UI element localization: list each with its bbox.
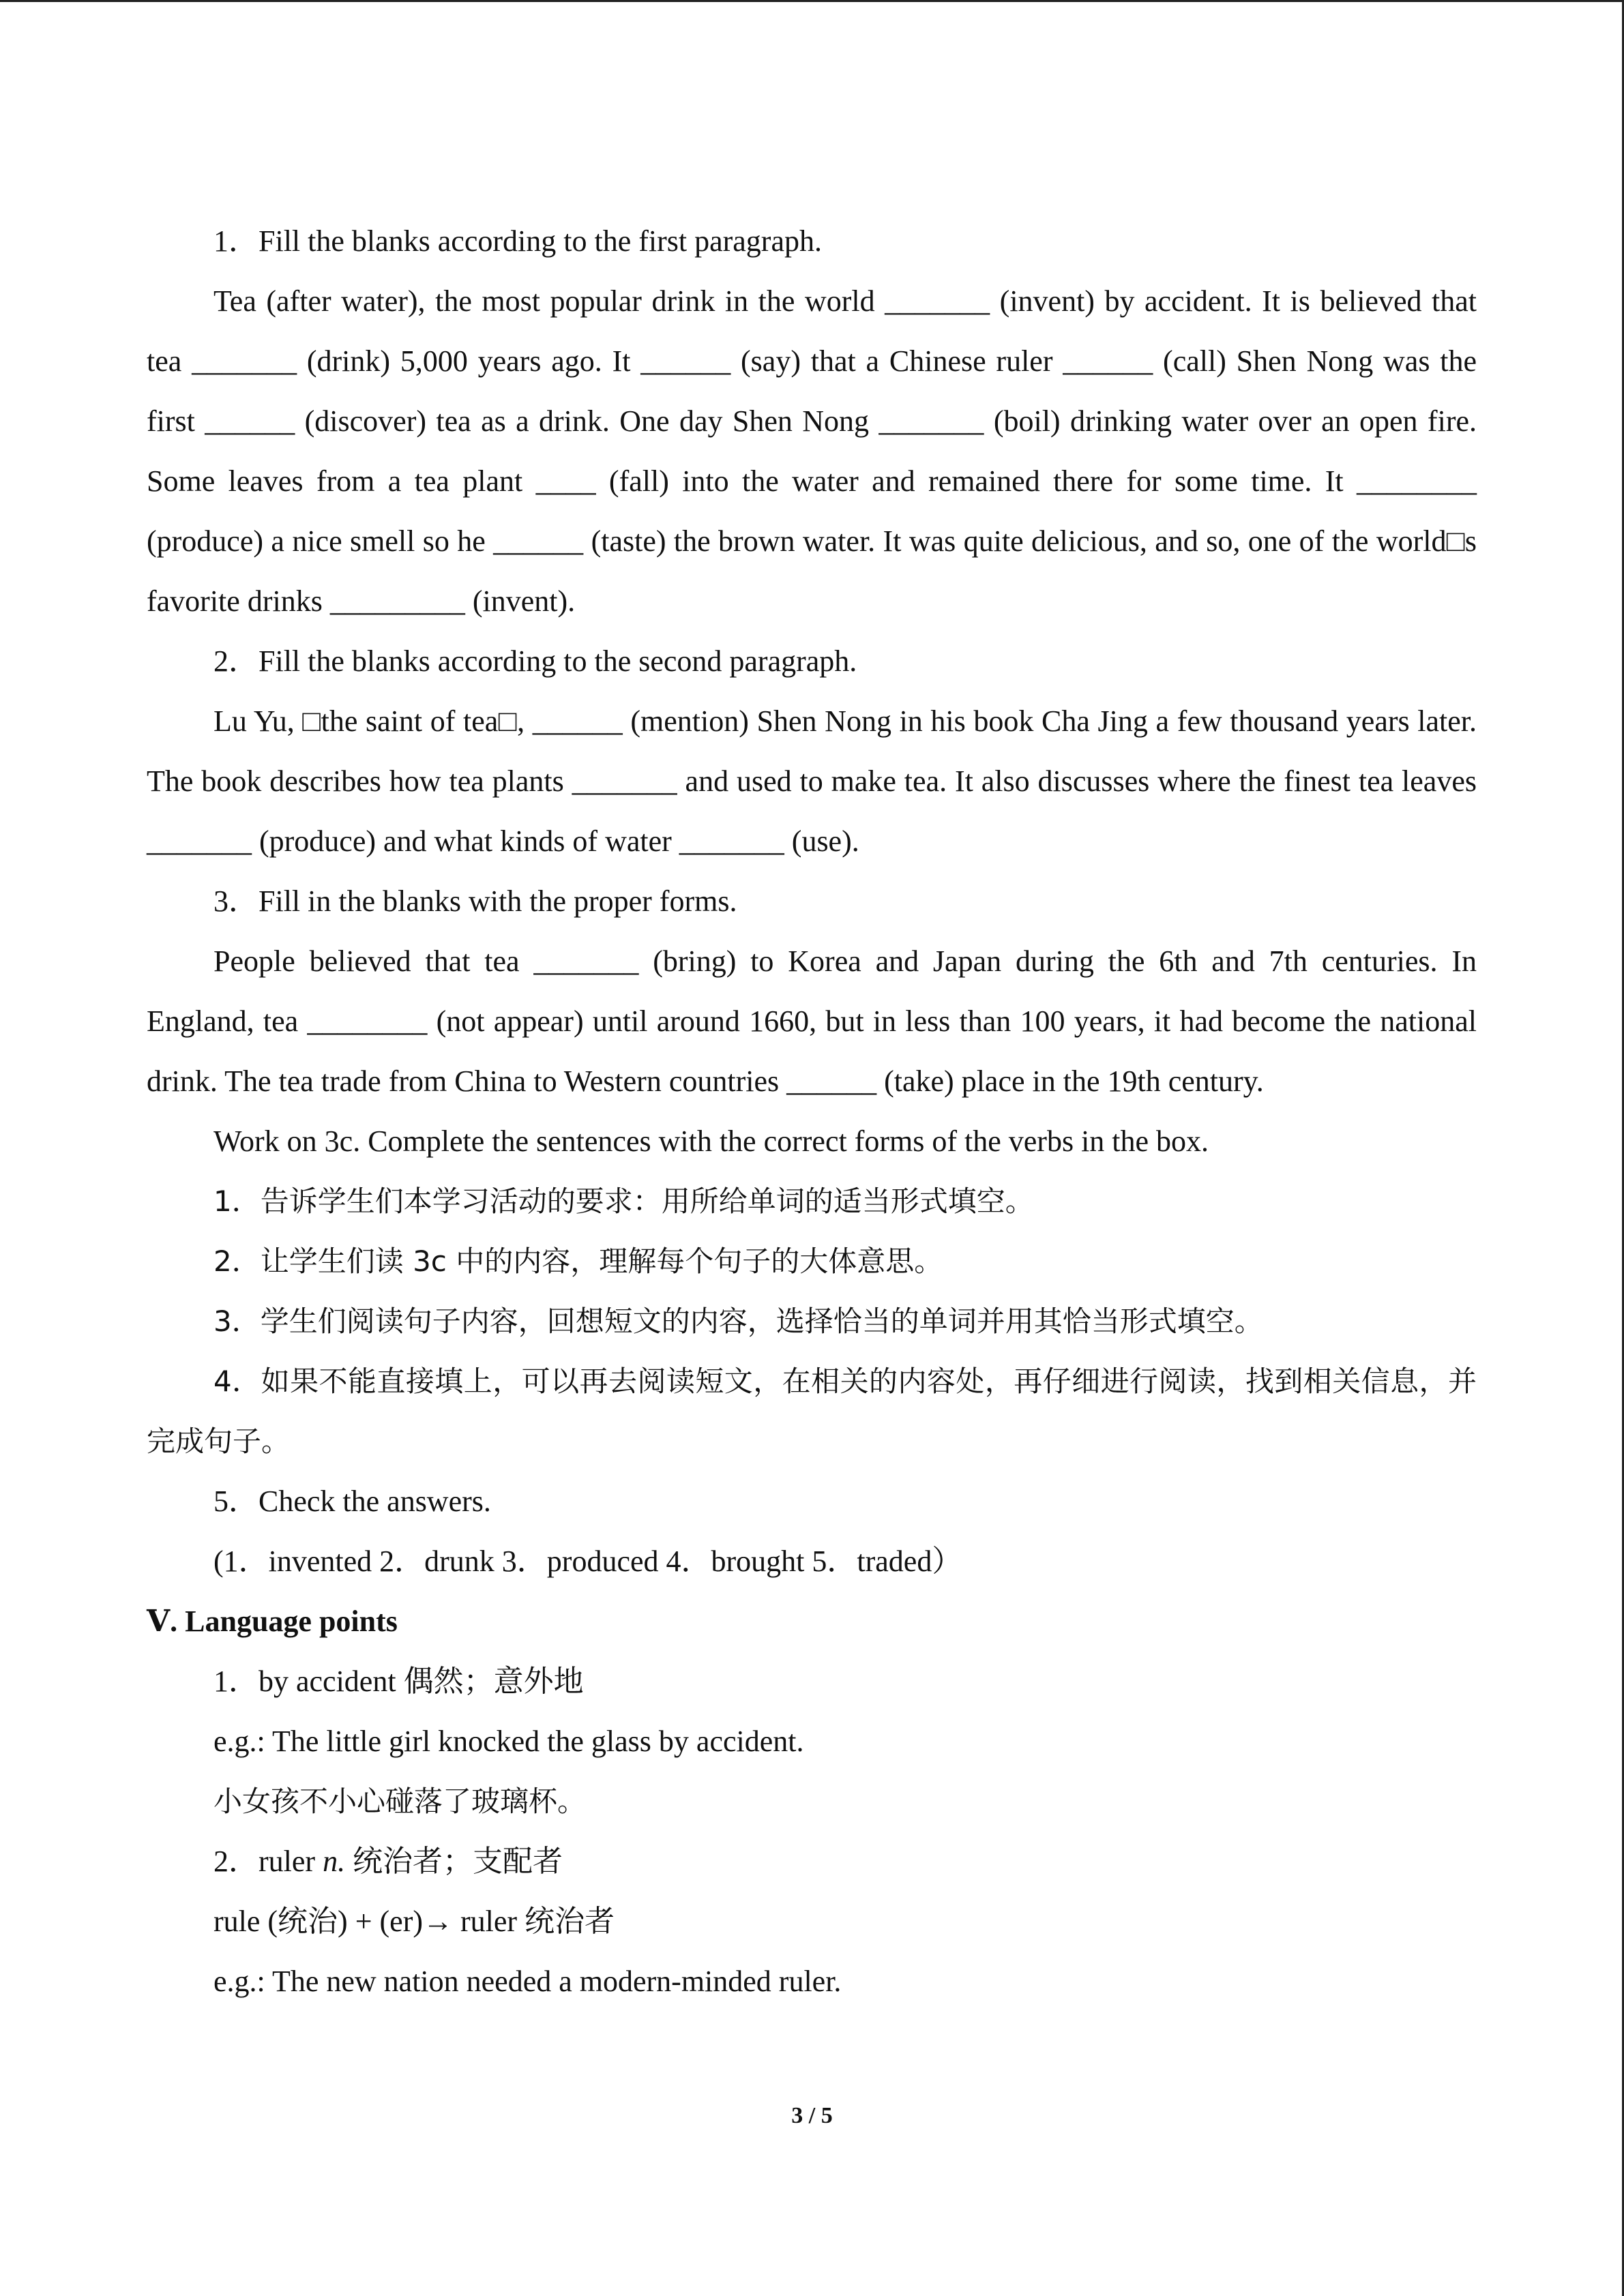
paragraph-1-exercise: Tea (after water), the most popular drink in the world _______ (invent) by accident. It is believed that tea _______ (drink) 5,000 years ago. It ______ (say) that a Chinese ruler ______ (call) Shen Nong was the first ______ (discover) tea as a drink. One day Shen Nong _______ (boil) drinking water over an open fire. Some leaves from a tea plant ____ (fall) into the water and remained there for some time. It ________ (produce) a nice smell so he ______ (taste) the brown water. It was quite delicious, and so, one of the world□s favorite drinks _________ (invent). [147, 284, 1477, 618]
point-1: 1．by accident 偶然；意外地 [213, 1665, 584, 1698]
page-border-top [0, 0, 1624, 2]
task-3-heading: 3．Fill in the blanks with the proper forms. [213, 884, 737, 918]
paragraph-3-exercise: People believed that tea _______ (bring) to Korea and Japan during the 6th and 7th centuries. In England, tea ________ (not appear) until around 1660, but in less than 100 years, it had become the national drink. The tea trade from China to Western countries ______ (take) place in the 19th century. [147, 944, 1477, 1098]
paragraph-2-exercise: Lu Yu, □the saint of tea□, ______ (mention) Shen Nong in his book Cha Jing a few thousand years later. The book describes how tea plants _______ and used to make tea. It also discusses where the finest tea leaves _______ (produce) and what kinds of water _______ (use). [147, 704, 1477, 858]
point-1-translation: 小女孩不小心碰落了玻璃杯。 [213, 1785, 587, 1818]
step-4: 4．如果不能直接填上，可以再去阅读短文，在相关的内容处，再仔细进行阅读，找到相关信息，并完成句子。 [147, 1365, 1477, 1458]
page-number: 3 / 5 [791, 2103, 833, 2128]
step-1: 1．告诉学生们本学习活动的要求：用所给单词的适当形式填空。 [213, 1184, 1034, 1218]
point-2-word: 2．ruler [213, 1845, 323, 1878]
section-heading-language-points: Ⅴ. Language points [147, 1605, 398, 1638]
point-2 [147, 1832, 1477, 1892]
task-1-heading: 1．Fill the blanks according to the first paragraph. [213, 224, 822, 258]
task-2-heading: 2．Fill the blanks according to the second paragraph. [213, 644, 857, 678]
step-2: 2．让学生们读 3c 中的内容，理解每个句子的大体意思。 [213, 1244, 943, 1278]
step-3: 3．学生们阅读句子内容，回想短文的内容，选择恰当的单词并用其恰当形式填空。 [213, 1304, 1263, 1338]
point-1-example: e.g.: The little girl knocked the glass by accident. [213, 1725, 804, 1758]
document-body [147, 211, 1477, 2012]
work-on-3c: Work on 3c. Complete the sentences with the correct forms of the verbs in the box. [213, 1124, 1209, 1158]
point-2-pos: n. [323, 1845, 346, 1878]
point-2-word-formation: rule (统治) + (er)→ ruler 统治者 [213, 1905, 615, 1938]
point-2-meaning: 统治者；支配者 [345, 1845, 563, 1878]
step-5: 5．Check the answers. [213, 1485, 491, 1518]
answers: (1．invented 2．drunk 3．produced 4．brought 5．traded） [213, 1545, 962, 1578]
point-2-example: e.g.: The new nation needed a modern-minded ruler. [213, 1965, 842, 1998]
